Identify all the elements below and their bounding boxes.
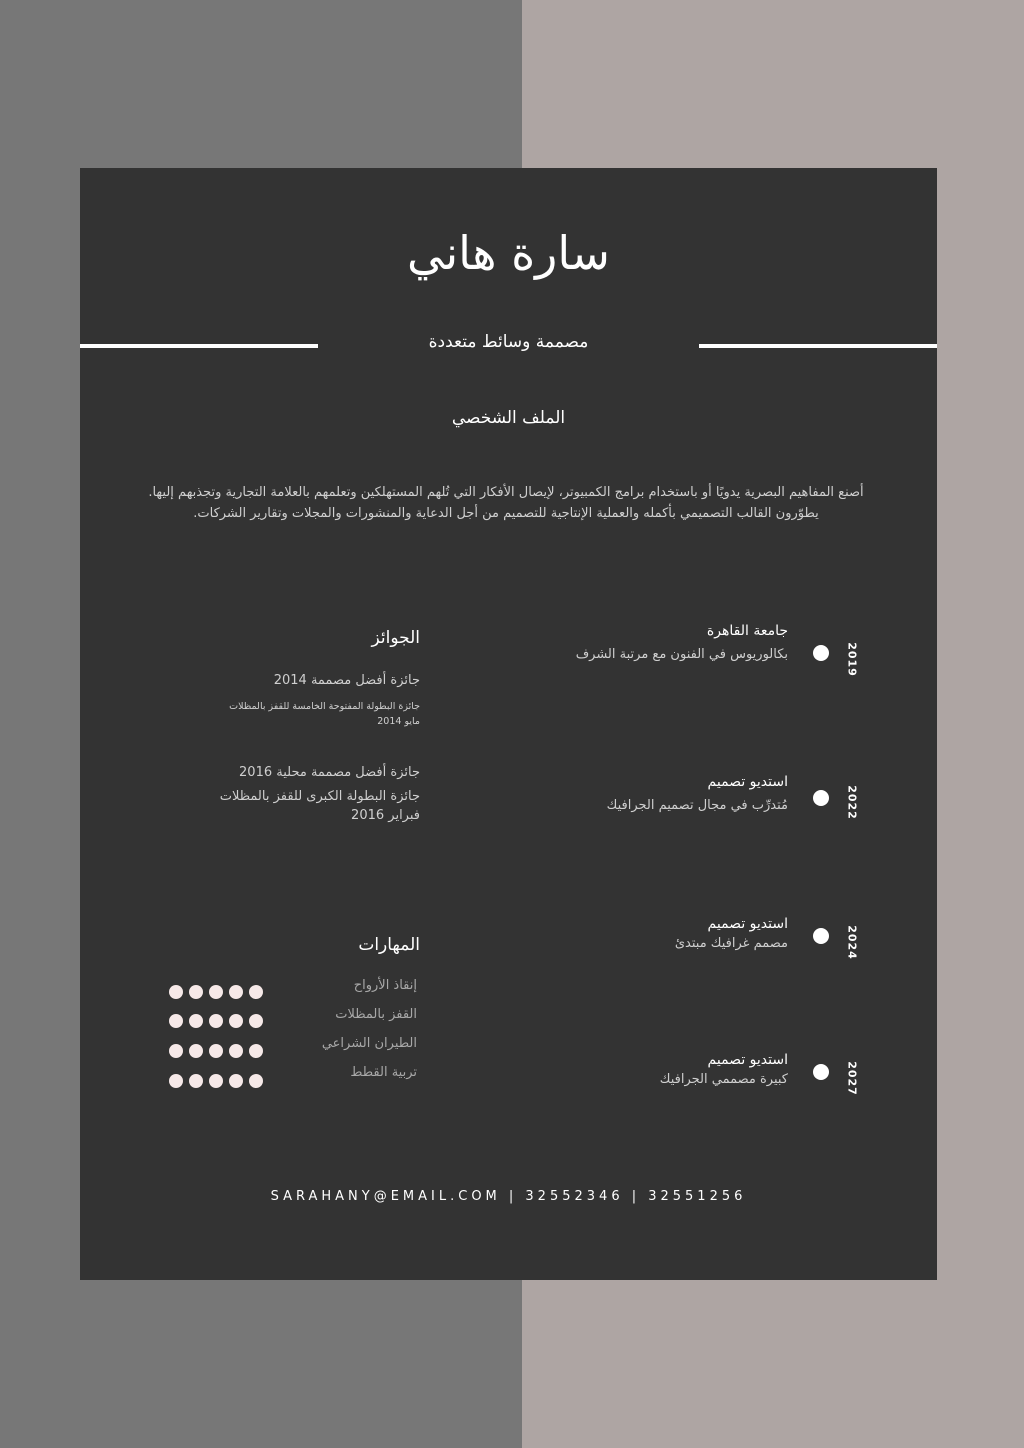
skill-rating: [169, 985, 263, 999]
skill-dot: [229, 1044, 243, 1058]
skill-dot: [249, 1044, 263, 1058]
resume-card: [80, 168, 937, 1280]
skills-heading: المهارات: [358, 935, 420, 955]
skill-dot: [209, 1044, 223, 1058]
skill-label: تربية القطط: [350, 1065, 417, 1080]
timeline-item: [460, 916, 890, 986]
subtitle-rule-right: [699, 344, 937, 348]
skill-dot: [209, 985, 223, 999]
skill-dot: [249, 985, 263, 999]
timeline-title: استديو تصميم: [707, 774, 788, 790]
skill-dot: [209, 1014, 223, 1028]
skill-label: الطيران الشراعي: [321, 1036, 417, 1051]
award-line: جائزة البطولة الكبرى للقفز بالمظلات: [219, 789, 420, 804]
contact-info: SARAHANY@EMAIL.COM | 32552346 | 32551256: [270, 1189, 747, 1204]
timeline-item: [460, 774, 890, 844]
timeline-title: جامعة القاهرة: [706, 623, 788, 639]
timeline-dot: [813, 1064, 829, 1080]
timeline-desc: مُتدرِّب في مجال تصميم الجرافيك: [606, 798, 788, 813]
award-line: جائزة البطولة المفتوحة الخامسة للقفز بالمظلات: [229, 701, 420, 712]
skill-dot: [189, 1074, 203, 1088]
timeline-item: [460, 1052, 890, 1122]
timeline-year: 2027: [845, 1061, 859, 1096]
timeline-year: 2024: [845, 925, 859, 960]
timeline-dot: [813, 645, 829, 661]
skill-dot: [169, 1074, 183, 1088]
skill-rating: [169, 1014, 263, 1028]
award-line: مايو 2014: [377, 716, 420, 727]
timeline-year: 2022: [845, 785, 859, 820]
timeline-dot: [813, 928, 829, 944]
awards-heading: الجوائز: [371, 628, 420, 648]
timeline-title: استديو تصميم: [707, 1052, 788, 1068]
award-line: جائزة أفضل مصممة 2014: [273, 673, 420, 688]
skill-label: إنقاذ الأرواح: [353, 978, 417, 993]
job-title: مصممة وسائط متعددة: [428, 332, 589, 352]
person-name: سارة هاني: [407, 226, 610, 280]
skill-rating: [169, 1074, 263, 1088]
timeline-desc: كبيرة مصممي الجرافيك: [659, 1072, 788, 1087]
timeline-title: استديو تصميم: [707, 916, 788, 932]
timeline-dot: [813, 790, 829, 806]
skill-dot: [169, 985, 183, 999]
skill-dot: [189, 985, 203, 999]
skill-dot: [229, 1074, 243, 1088]
profile-text: أصنع المفاهيم البصرية يدويًا أو باستخدام برامج الكمبيوتر، لإيصال الأفكار التي تُلهم المستهلكين وتعلمهم بالعلامة التجارية وتجذبهم إليها. يطوّرون القالب التصميمي بأكمله والعملية الإنتاجية للتصميم من أجل الدعاية والمنشورات والمجلات وتقارير الشركات.: [148, 485, 864, 521]
skill-dot: [209, 1074, 223, 1088]
timeline-desc: مصمم غرافيك مبتدئ: [674, 936, 788, 951]
skill-label: القفز بالمظلات: [335, 1007, 417, 1022]
skill-dot: [249, 1074, 263, 1088]
skill-dot: [169, 1044, 183, 1058]
timeline-year: 2019: [845, 642, 859, 677]
subtitle-rule-left: [80, 344, 318, 348]
profile-heading: الملف الشخصي: [451, 408, 566, 428]
award-line: فبراير 2016: [351, 808, 420, 823]
skill-dot: [229, 1014, 243, 1028]
timeline-item: [460, 623, 890, 693]
timeline-desc: بكالوريوس في الفنون مع مرتبة الشرف: [575, 647, 788, 662]
skill-dot: [189, 1014, 203, 1028]
skill-dot: [249, 1014, 263, 1028]
award-line: جائزة أفضل مصممة محلية 2016: [239, 765, 420, 780]
skill-dot: [189, 1044, 203, 1058]
skill-dot: [229, 985, 243, 999]
skill-rating: [169, 1044, 263, 1058]
skill-dot: [169, 1014, 183, 1028]
